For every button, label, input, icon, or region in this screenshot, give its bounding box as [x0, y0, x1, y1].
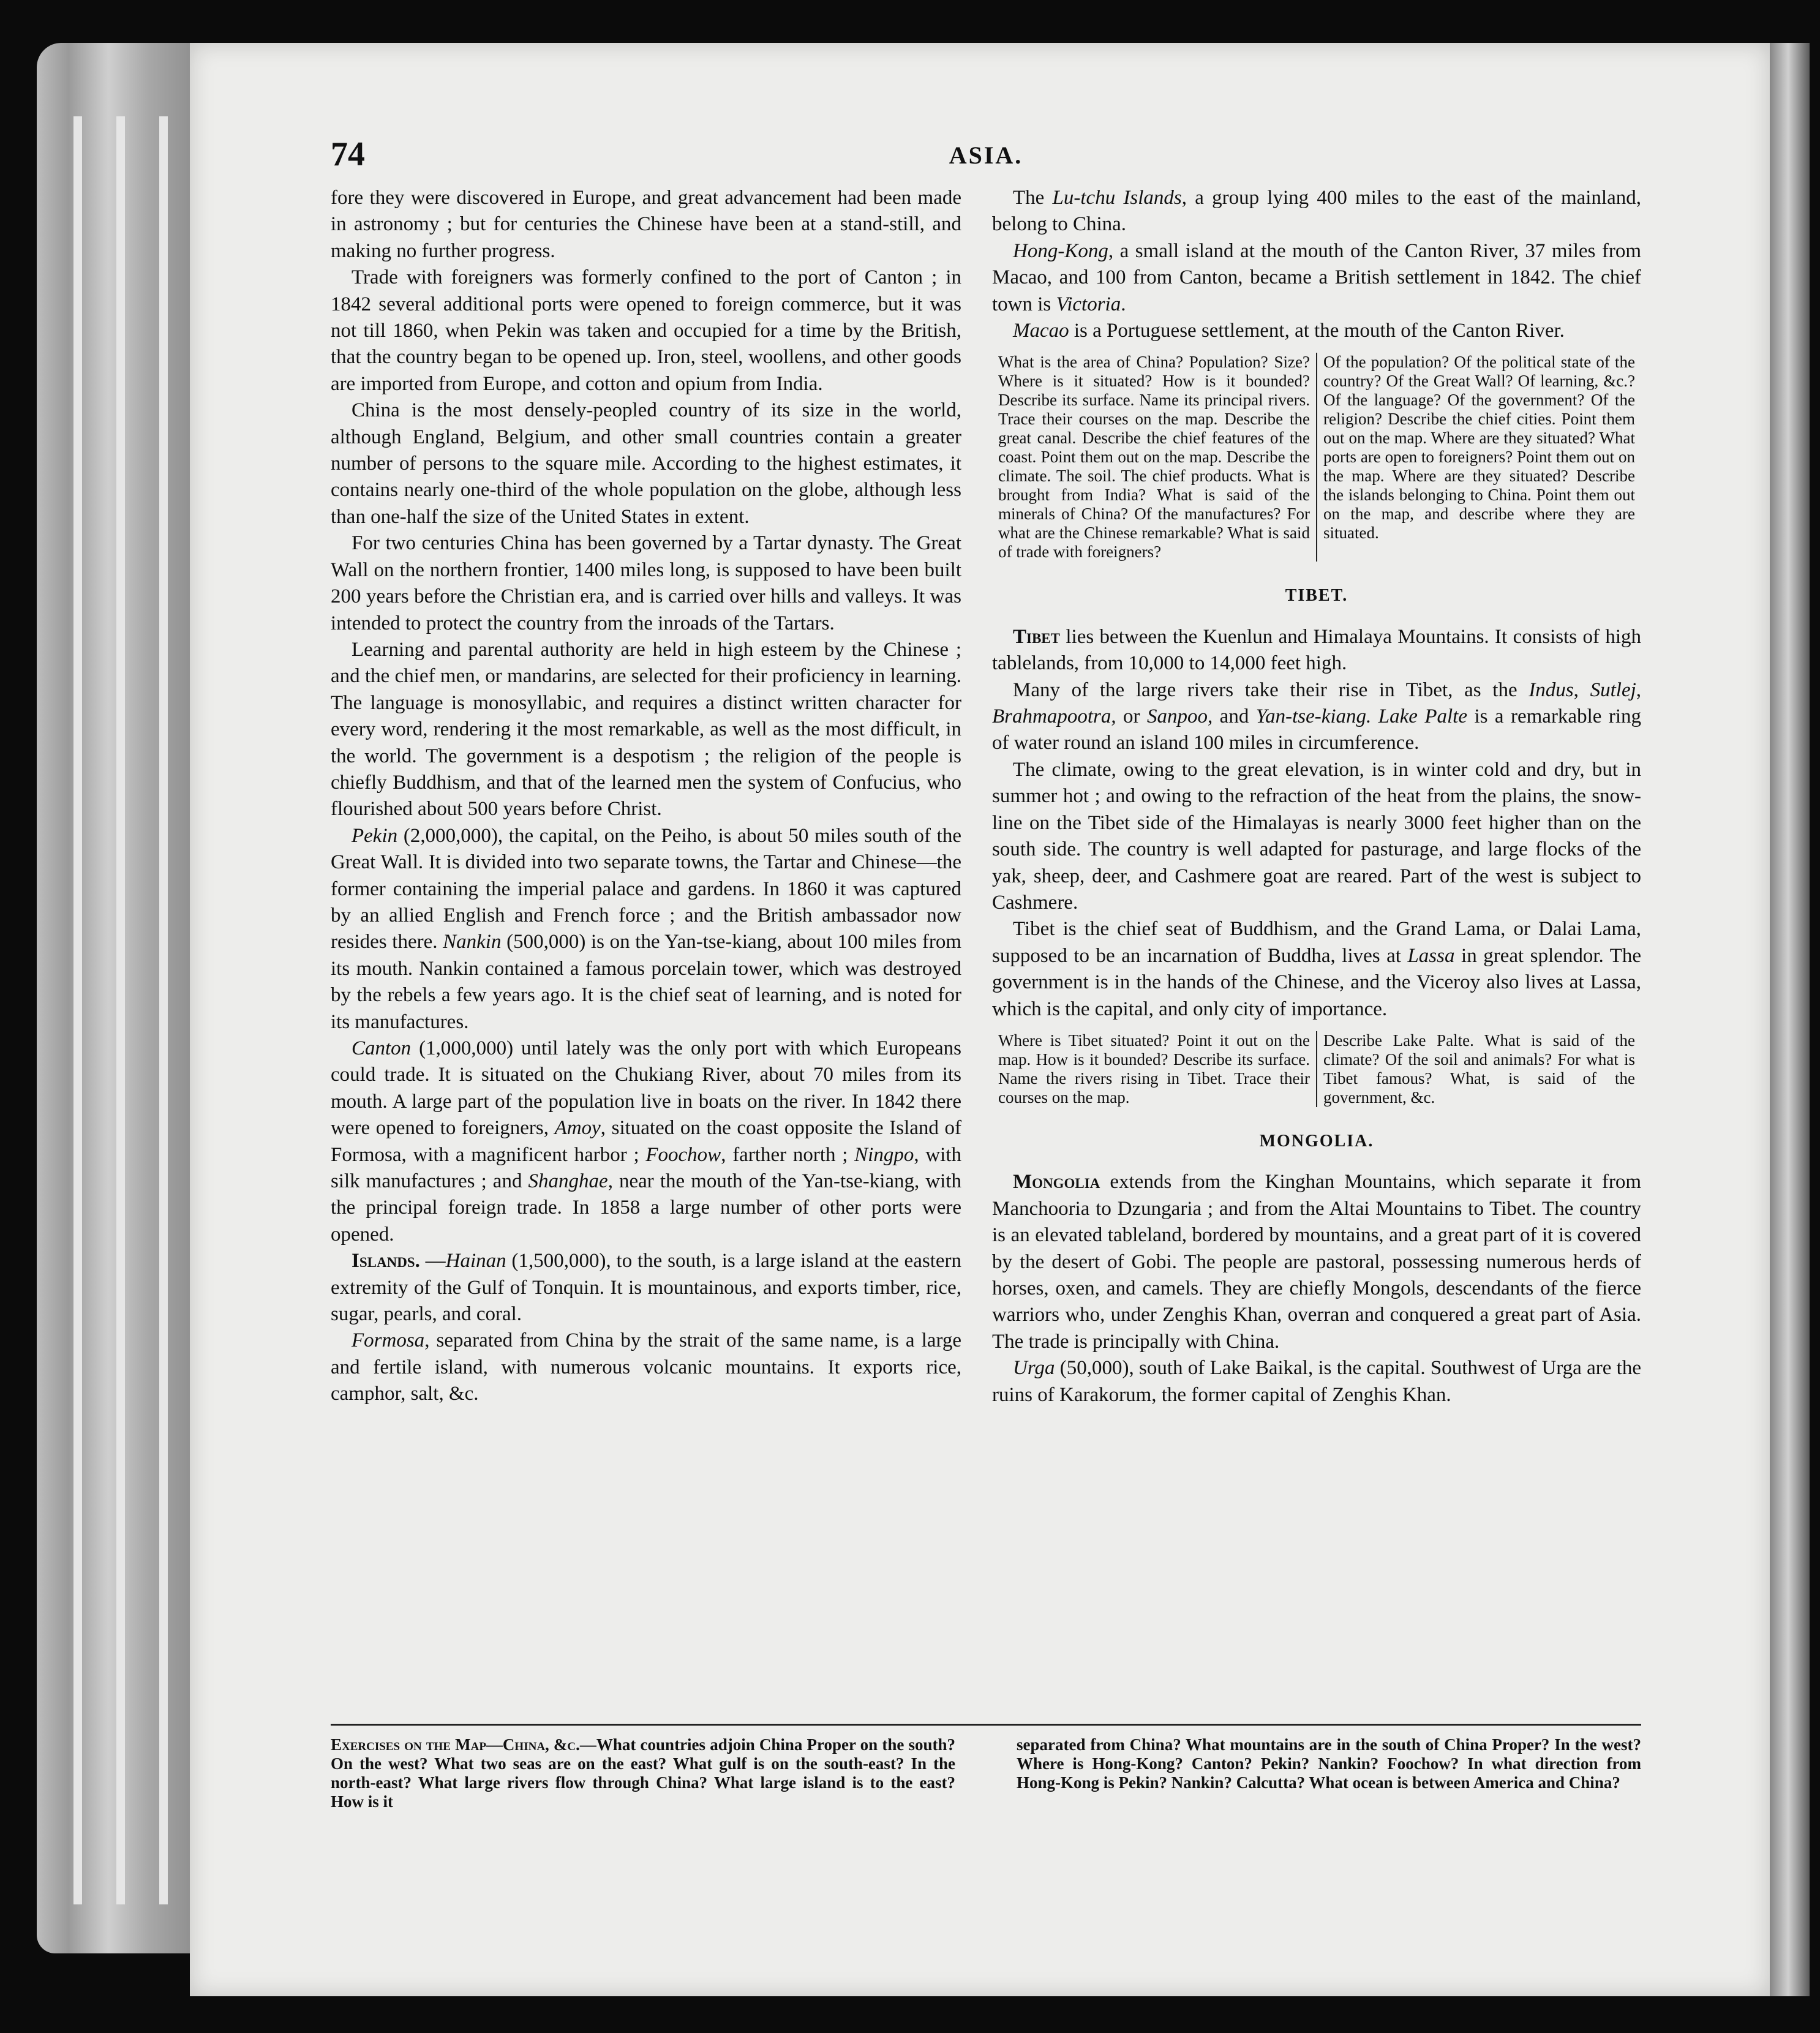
text-run: , situated on the coast opposite the Island of Formosa, with a magnificent harbor ;	[331, 1117, 961, 1166]
map-exercises-footer	[331, 1724, 1641, 1811]
footer-label: Exercises on the Map—China, &c.	[331, 1735, 580, 1754]
formosa-paragraph	[331, 1328, 961, 1407]
place-name: Lassa	[1407, 944, 1455, 967]
text-run: , near the mouth of the Yan-tse-kiang, with the principal foreign trade. In 1858 a large number of other ports were opened.	[331, 1170, 961, 1246]
lead-word: Mongolia	[1013, 1171, 1100, 1193]
text-run: , farther north ;	[721, 1143, 855, 1166]
questions-right: Describe Lake Palte. What is said of the climate? Of the soil and animals? For what is Tibet famous? What, is said of the government, &c.	[1323, 1031, 1635, 1107]
islands-paragraph	[331, 1248, 961, 1328]
paragraph: For two centuries China has been governed by a Tartar dynasty. The Great Wall on the northern frontier, 1400 miles long, is supposed to have been built 200 years before the Christian era, and is carried over hills and valleys. It was intended to protect the country from the inroads of the Tartars.	[331, 532, 961, 634]
scan-left-edge	[37, 43, 196, 1953]
place-name: Shanghae	[528, 1170, 608, 1193]
section-title-tibet: TIBET.	[1285, 586, 1348, 606]
tibet-paragraph	[992, 624, 1641, 677]
place-name: Macao	[1013, 320, 1069, 342]
tibet-rivers-paragraph: Many of the large rivers take their rise in Tibet, as the Indus, Sutlej, Brahmapootra, or Sanpoo, and Yan-tse-kiang. Lake Palte is a remarkable ring of water round an island 100 miles in circumference.	[992, 678, 1642, 754]
hongkong-paragraph	[992, 238, 1641, 318]
text-run: extends from the Kinghan Mountains, which separate it from Manchooria to Dzungaria ; and from the Altai Mountains to Tibet. The country is an elevated tableland, bordered by mountains, and a great part of it is covered by the desert of Gobi. The people are pastoral, possessing numerous herds of horses, oxen, and camels. They are chiefly Mongols, descendants of the fierce warriors who, under Zenghis Khan, overran and conquered a great part of Asia. The trade is principally with China.	[992, 1171, 1641, 1353]
place-name: Lake Palte	[1378, 705, 1467, 728]
place-name: Indus	[1529, 678, 1574, 701]
place-name: Brahmapootra	[992, 705, 1111, 728]
place-name: Sutlej	[1590, 678, 1636, 701]
questions-left: What is the area of China? Population? Size? Where is it situated? How is it bounded? Describe its surface. Name its principal rivers. Trace their courses on the map. Describe the great canal. Describe the chief features of the coast. Point them out on the map. Describe the climate. The soil. The chief products. What is brought from India? What is said of the minerals of China? Of the manufactures? For what are the Chinese remarkable? What is said of trade with foreigners?	[992, 353, 1317, 562]
luchu-paragraph	[992, 185, 1641, 238]
text-run: (2,000,000), the capital, on the Peiho, is about 50 miles south of the Great Wall. It is divided into two separate towns, the Tartar and Chinese—the former containing the imperial palace and gardens. In 1860 it was captured by an allied English and French force ; and the British ambassador now resides there.	[331, 824, 961, 953]
text-run: —What countries adjoin China Proper on the south? On the west? What two seas are on the east? What gulf is on the south-east? In the north-east? What large rivers flow through China? What large island is to the east? How is it	[331, 1735, 956, 1811]
text-run: lies between the Kuenlun and Himalaya Mountains. It consists of high tablelands, from 10,000 to 14,000 feet high.	[992, 625, 1641, 675]
china-questions	[992, 353, 1641, 562]
questions-left: Where is Tibet situated? Point it out on the map. How is it bounded? Describe its surface. Name the rivers rising in Tibet. Trace their courses on the map.	[992, 1031, 1317, 1107]
page-edge-strip	[159, 116, 168, 1904]
place-name: Victoria	[1056, 293, 1121, 315]
page-number: 74	[331, 135, 365, 173]
place-name: Formosa	[352, 1329, 425, 1352]
page-edge-strip	[116, 116, 125, 1904]
footer-left	[331, 1735, 986, 1811]
place-name: Urga	[1013, 1357, 1055, 1380]
text-run: The	[1013, 187, 1053, 209]
text-run: (1,500,000), to the south, is a large island at the eastern extremity of the Gulf of Tonquin. It is mountainous, and exports timber, rice, sugar, pearls, and coral.	[331, 1250, 961, 1326]
mongolia-paragraph	[992, 1169, 1641, 1355]
text-run: Tibet is the chief seat of Buddhism, and the Grand Lama, or Dalai Lama, supposed to be an incarnation of Buddha, lives at	[992, 918, 1641, 967]
tibet-questions	[992, 1031, 1641, 1107]
text-run: (50,000), south of Lake Baikal, is the capital. Southwest of Urga are the ruins of Karakorum, the former capital of Zenghis Khan.	[992, 1357, 1641, 1406]
place-name: Amoy	[554, 1117, 601, 1140]
urga-paragraph	[992, 1355, 1641, 1408]
tibet-buddhism-paragraph	[992, 916, 1641, 1023]
canton-paragraph	[331, 1035, 961, 1248]
paragraph: China is the most densely-peopled country of its size in the world, although England, Belgium, and other small countries contain a greater number of persons to the square mile. According to the highest estimates, it contains nearly one-third of the whole population on the globe, although less than one-half the size of the United States in extent.	[331, 399, 961, 528]
lead-word: Tibet	[1013, 625, 1060, 648]
footer-right: separated from China? What mountains are in the south of China Proper? In the west? Where is Hong-Kong? Canton? Pekin? Nankin? Foochow? In what direction from Hong-Kong is Pekin? Nankin? Calcutta? What ocean is between America and China?	[1017, 1735, 1641, 1792]
text-run: , a group lying 400 miles to the east of the mainland, belong to China.	[992, 187, 1641, 236]
place-name: Sanpoo	[1146, 705, 1208, 728]
place-name: Canton	[352, 1037, 412, 1059]
text-run: .	[1121, 293, 1126, 315]
place-name: Hainan	[445, 1250, 506, 1272]
right-column	[992, 185, 1641, 1408]
place-name: Ningpo	[854, 1143, 914, 1166]
page-edge-strip	[73, 116, 82, 1904]
pekin-paragraph	[331, 823, 961, 1035]
place-name: Yan-tse-kiang.	[1255, 705, 1372, 728]
text-run: , with silk manufactures ; and	[331, 1143, 961, 1193]
text-run: is a remarkable ring of water round an island 100 miles in circumference.	[992, 705, 1641, 754]
running-title: ASIA.	[949, 141, 1023, 169]
text-run: (500,000) is on the Yan-tse-kiang, about 100 miles from its mouth. Nankin contained a famous porcelain tower, which was destroyed by the rebels a few years ago. It is the chief seat of learning, and is noted for its manufactures.	[331, 931, 961, 1033]
section-title-mongolia: MONGOLIA.	[1259, 1131, 1374, 1151]
page-header	[331, 135, 1641, 184]
place-name: Lu-tchu Islands	[1052, 187, 1182, 209]
text-run: —	[419, 1250, 446, 1272]
questions-right: Of the population? Of the political state of the country? Of the Great Wall? Of learning, &c.? Of the language? Of the government? Of the religion? Describe the chief cities. Point them out on the map. Where are they situated? What ports are open to foreigners? Point them out on the map. Where are they situated? Describe the islands belonging to China. Point them out on the map, and describe where they are situated.	[1323, 353, 1635, 543]
paragraph: Trade with foreigners was formerly confined to the port of Canton ; in 1842 several additional ports were opened to foreign commerce, but it was not till 1860, when Pekin was taken and occupied for a time by the British, that the country began to be opened up. Iron, steel, woollens, and other goods are imported from Europe, and cotton and opium from India.	[331, 266, 961, 395]
section-label: Islands.	[352, 1250, 420, 1272]
text-run: , separated from China by the strait of the same name, is a large and fertile island, with numerous volcanic mountains. It exports rice, camphor, salt, &c.	[331, 1329, 961, 1405]
macao-paragraph	[992, 318, 1641, 344]
scan-right-edge	[1767, 43, 1810, 1996]
paragraph: Learning and parental authority are held in high esteem by the Chinese ; and the chief men, or mandarins, are selected for their proficiency in learning. The language is monosyllabic, and requires a distinct written character for every word, rendering it the most remarkable, as well as the most difficult, in the world. The government is a despotism ; the religion of the people is chiefly Buddhism, and that of the learned men the system of Confucius, who flourished about 500 years before Christ.	[331, 638, 961, 821]
page	[190, 43, 1770, 1996]
place-name: Nankin	[443, 931, 502, 953]
text-run: in great splendor. The government is in the hands of the Chinese, and the Viceroy also lives at Lassa, which is the capital, and only city of importance.	[992, 944, 1641, 1020]
left-column	[331, 185, 961, 1408]
place-name: Foochow	[645, 1143, 721, 1166]
place-name: Pekin	[352, 824, 398, 847]
paragraph: fore they were discovered in Europe, and great advancement had been made in astronomy ; but for centuries the Chinese have been at a stand-still, and making no further progress.	[331, 187, 961, 262]
text-run: , a small island at the mouth of the Canton River, 37 miles from Macao, and 100 from Canton, became a British settlement in 1842. The chief town is	[992, 239, 1641, 315]
tibet-climate-paragraph: The climate, owing to the great elevation, is in winter cold and dry, but in summer hot ; and owing to the refraction of the heat from the plains, the snow-line on the Tibet side of the Himalayas is nearly 3000 feet higher than on the south side. The country is well adapted for pasturage, and large flocks of the yak, sheep, deer, and Cashmere goat are reared. Part of the west is subject to Cashmere.	[992, 758, 1641, 914]
text-run: (1,000,000) until lately was the only port with which Europeans could trade. It is situated on the Chukiang River, about 70 miles from its mouth. A large part of the population live in boats on the river. In 1842 there were opened to foreigners,	[331, 1037, 961, 1140]
text-run: is a Portuguese settlement, at the mouth of the Canton River.	[1069, 320, 1565, 342]
text-run: Many of the large rivers take their rise in Tibet, as the	[1013, 678, 1529, 701]
place-name: Hong-Kong	[1013, 239, 1108, 262]
